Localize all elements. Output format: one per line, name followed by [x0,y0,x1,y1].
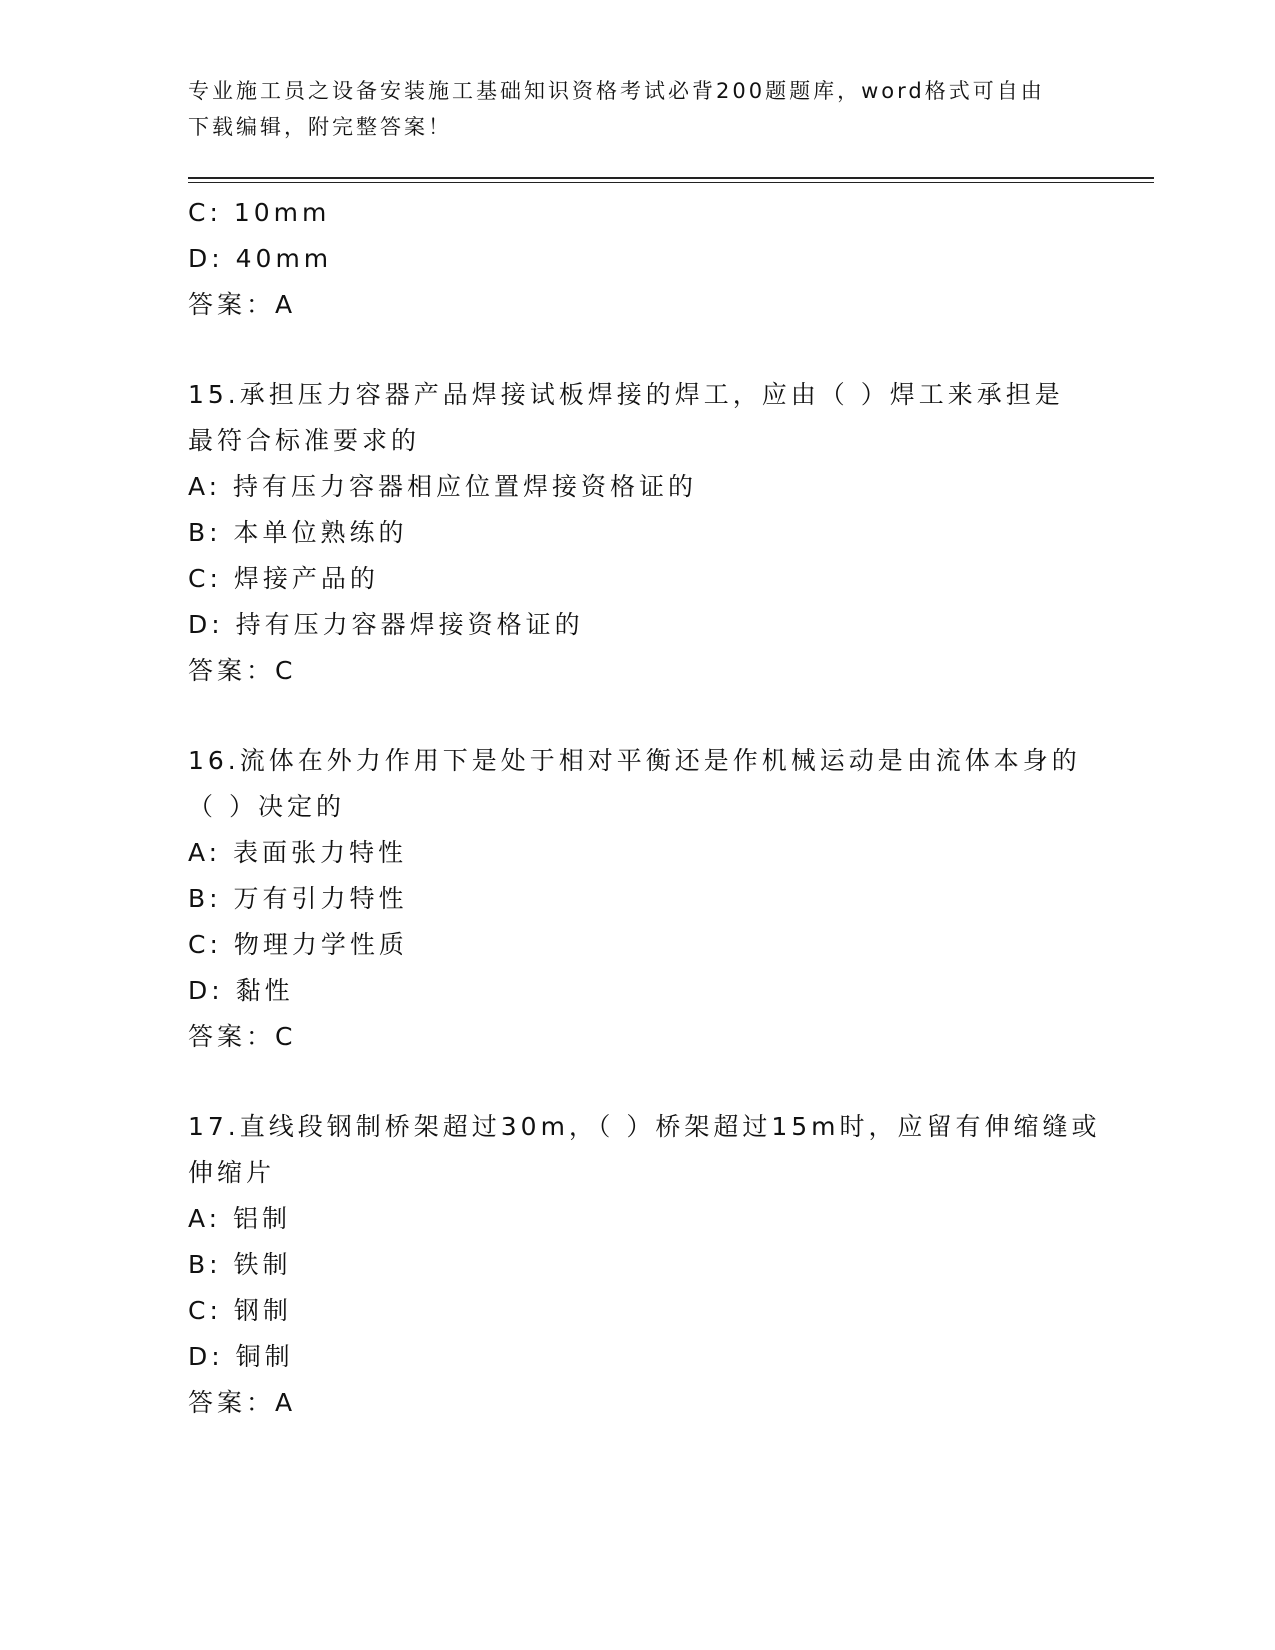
option-d [188,1334,1088,1380]
option-key: D: [188,976,224,1005]
option-text: 铝制 [233,1204,292,1233]
question-text-line-2: （ ）决定的 [188,792,345,821]
option-key: D: [188,610,224,639]
header-divider-thick [188,177,1154,179]
option-text: 40mm [235,244,333,273]
question-list [188,190,1101,1426]
option-d [188,968,1088,1014]
option-key: C: [188,1296,222,1325]
answer-line: 答案：C [188,656,297,685]
option-c [188,190,1088,236]
option-key: C: [188,564,222,593]
question-15 [188,372,1088,694]
option-text: 铁制 [233,1250,292,1279]
document-header [188,73,1088,145]
question-17 [188,1104,1101,1426]
option-text: 铜制 [235,1342,294,1371]
header-line-1: 专业施工员之设备安装施工基础知识资格考试必背200题题库，word格式可自由 [188,79,1045,103]
option-b [188,510,1088,556]
option-text: 物理力学性质 [233,930,408,959]
option-key: C: [188,930,222,959]
option-c [188,556,1088,602]
option-text: 焊接产品的 [233,564,379,593]
option-text: 持有压力容器相应位置焊接资格证的 [233,472,698,501]
option-c [188,922,1088,968]
option-text: 黏性 [235,976,294,1005]
option-key: C: [188,198,222,227]
option-key: A: [188,838,222,867]
answer-line: 答案：C [188,1022,297,1051]
option-a [188,464,1088,510]
option-key: B: [188,1250,222,1279]
option-text: 万有引力特性 [233,884,408,913]
option-text: 持有压力容器焊接资格证的 [235,610,584,639]
answer-line: 答案：A [188,1388,297,1417]
header-divider-thin [188,182,1154,183]
option-a [188,830,1088,876]
answer-line: 答案：A [188,290,297,319]
option-text: 10mm [233,198,331,227]
question-text-line-1: 17.直线段钢制桥架超过30m，（ ）桥架超过15m时，应留有伸缩缝或 [188,1112,1101,1141]
question-text-line-1: 16.流体在外力作用下是处于相对平衡还是作机械运动是由流体本身的 [188,746,1081,775]
option-key: B: [188,518,222,547]
question-14-partial [188,190,1088,328]
option-key: D: [188,1342,224,1371]
option-b [188,876,1088,922]
header-line-2: 下载编辑，附完整答案！ [188,115,452,139]
option-key: D: [188,244,224,273]
option-key: A: [188,472,222,501]
option-b [188,1242,1088,1288]
option-d [188,602,1088,648]
question-text-line-2: 伸缩片 [188,1158,276,1187]
option-text: 钢制 [233,1296,292,1325]
option-text: 本单位熟练的 [233,518,408,547]
option-a [188,1196,1088,1242]
option-key: B: [188,884,222,913]
option-c [188,1288,1088,1334]
question-text-line-2: 最符合标准要求的 [188,426,421,455]
option-text: 表面张力特性 [233,838,408,867]
option-d [188,236,1088,282]
option-key: A: [188,1204,222,1233]
question-text-line-1: 15.承担压力容器产品焊接试板焊接的焊工，应由（ ）焊工来承担是 [188,380,1064,409]
question-16 [188,738,1088,1060]
